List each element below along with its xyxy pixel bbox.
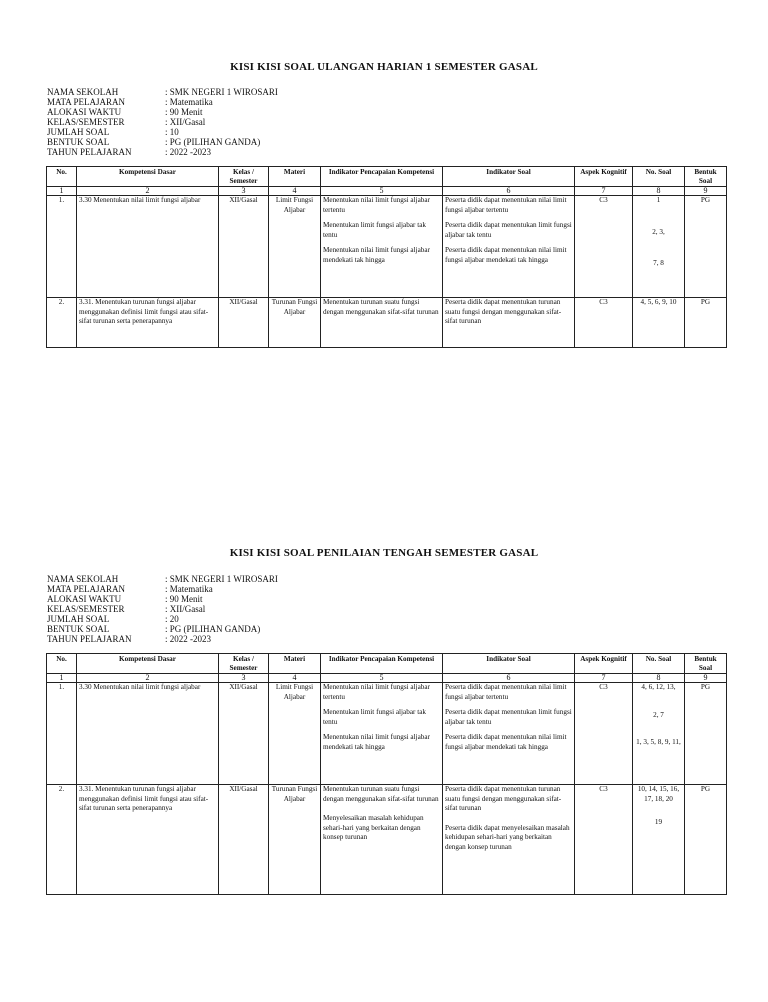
header-cell: Kelas / Semester — [219, 654, 269, 674]
row-number: 1. — [47, 196, 77, 298]
column-number: 9 — [685, 187, 727, 196]
no-soal: 1 — [656, 196, 661, 204]
no-soal-cell — [633, 683, 685, 785]
indikator-soal: Peserta didik dapat menentukan nilai limit fungsi aljabar tertentu — [445, 196, 567, 214]
indikator-soal-cell — [443, 196, 575, 298]
meta-label: BENTUK SOAL — [47, 624, 110, 634]
meta-value: : Matematika — [165, 584, 213, 594]
column-number: 4 — [269, 187, 321, 196]
indikator-soal: Peserta didik dapat menentukan nilai limit fungsi aljabar mendekati tak hingga — [445, 246, 567, 264]
meta-row — [47, 604, 278, 614]
meta-row — [47, 127, 278, 137]
header-cell: Kelas / Semester — [219, 167, 269, 187]
table-row — [47, 683, 727, 785]
indikator-pencapaian-cell — [321, 683, 443, 785]
indikator-pencapaian: Menentukan nilai limit fungsi aljabar mendekati tak hingga — [323, 246, 430, 264]
meta-label: ALOKASI WAKTU — [47, 107, 122, 117]
column-number: 6 — [443, 187, 575, 196]
no-soal: 10, 14, 15, 16, 17, 18, 20 — [637, 785, 680, 803]
indikator-soal: Peserta didik dapat menentukan turunan suatu fungsi dengan menggunakan sifat-sifat turunan — [445, 298, 562, 326]
row-number: 2. — [47, 298, 77, 348]
indikator-soal-cell — [443, 298, 575, 348]
meta-row — [47, 634, 278, 644]
meta-label: NAMA SEKOLAH — [47, 87, 119, 97]
header-cell: No. — [47, 167, 77, 187]
aspek-kognitif: C3 — [575, 196, 633, 298]
indikator-soal-cell — [443, 683, 575, 785]
kompetensi-dasar: 3.31. Menentukan turunan fungsi aljabar menggunakan definisi limit fungsi atau sifat-sifat turunan serta penerapannya — [77, 298, 219, 348]
meta-value: : PG (PILIHAN GANDA) — [165, 624, 261, 634]
kisi-kisi-table — [46, 166, 727, 348]
column-number: 5 — [321, 674, 443, 683]
table-header-row — [47, 654, 727, 674]
indikator-pencapaian: Menentukan limit fungsi aljabar tak tentu — [323, 221, 426, 239]
indikator-soal: Peserta didik dapat menentukan limit fungsi aljabar tak tentu — [445, 221, 572, 239]
table-header-row — [47, 167, 727, 187]
kelas-semester: XII/Gasal — [219, 196, 269, 298]
meta-value: : 90 Menit — [165, 107, 203, 117]
table-row — [47, 785, 727, 895]
kelas-semester: XII/Gasal — [219, 298, 269, 348]
meta-value: : 2022 -2023 — [165, 634, 211, 644]
meta-value: : PG (PILIHAN GANDA) — [165, 137, 261, 147]
meta-row — [47, 584, 278, 594]
meta-value: : 10 — [165, 127, 179, 137]
no-soal-cell — [633, 298, 685, 348]
no-soal: 4, 5, 6, 9, 10 — [640, 298, 677, 306]
meta-row — [47, 117, 278, 127]
materi: Limit Fungsi Aljabar — [269, 196, 321, 298]
meta-row — [47, 574, 278, 584]
meta-value: : XII/Gasal — [165, 117, 206, 127]
aspek-kognitif: C3 — [575, 683, 633, 785]
column-number: 7 — [575, 187, 633, 196]
meta-label: JUMLAH SOAL — [47, 127, 110, 137]
kelas-semester: XII/Gasal — [219, 785, 269, 895]
meta-row — [47, 87, 278, 97]
meta-label: ALOKASI WAKTU — [47, 594, 122, 604]
meta-row — [47, 614, 278, 624]
meta-label: TAHUN PELAJARAN — [47, 634, 132, 644]
table-row — [47, 196, 727, 298]
meta-label: MATA PELAJARAN — [47, 97, 126, 107]
header-cell: No. Soal — [633, 167, 685, 187]
indikator-soal: Peserta didik dapat menyelesaikan masalah kehidupan sehari-hari yang berkaitan dengan konsep turunan — [445, 823, 570, 851]
indikator-soal-cell — [443, 785, 575, 895]
column-number: 8 — [633, 674, 685, 683]
meta-row — [47, 97, 278, 107]
column-number-row — [47, 674, 727, 683]
kompetensi-dasar: 3.30 Menentukan nilai limit fungsi aljabar — [77, 683, 219, 785]
indikator-pencapaian: Menentukan nilai limit fungsi aljabar mendekati tak hingga — [323, 733, 430, 751]
meta-value: : 20 — [165, 614, 179, 624]
aspek-kognitif: C3 — [575, 785, 633, 895]
indikator-soal: Peserta didik dapat menentukan limit fungsi aljabar tak tentu — [445, 708, 572, 726]
column-number: 2 — [77, 674, 219, 683]
header-cell: Bentuk Soal — [685, 654, 727, 674]
indikator-soal: Peserta didik dapat menentukan nilai limit fungsi aljabar mendekati tak hingga — [445, 733, 567, 751]
header-cell: Materi — [269, 167, 321, 187]
column-number: 1 — [47, 674, 77, 683]
document-title: KISI KISI SOAL ULANGAN HARIAN 1 SEMESTER GASAL — [230, 61, 538, 73]
indikator-pencapaian-cell — [321, 298, 443, 348]
header-cell: Aspek Kognitif — [575, 654, 633, 674]
meta-value: : 2022 -2023 — [165, 147, 211, 157]
no-soal-cell — [633, 196, 685, 298]
header-cell: Indikator Pencapaian Kompetensi — [321, 654, 443, 674]
column-number: 3 — [219, 187, 269, 196]
indikator-soal: Peserta didik dapat menentukan turunan suatu fungsi dengan menggunakan sifat-sifat turunan — [445, 785, 562, 813]
materi: Turunan Fungsi Aljabar — [269, 298, 321, 348]
materi: Turunan Fungsi Aljabar — [269, 785, 321, 895]
column-number: 4 — [269, 674, 321, 683]
no-soal: 2, 7 — [653, 710, 664, 719]
header-cell: No. — [47, 654, 77, 674]
indikator-pencapaian-cell — [321, 785, 443, 895]
header-cell: Indikator Soal — [443, 167, 575, 187]
header-cell: Kompetensi Dasar — [77, 654, 219, 674]
no-soal: 1, 3, 5, 8, 9, 11, — [636, 738, 681, 747]
document-title: KISI KISI SOAL PENILAIAN TENGAH SEMESTER GASAL — [229, 547, 539, 559]
column-number: 7 — [575, 674, 633, 683]
column-number-row — [47, 187, 727, 196]
indikator-pencapaian: Menentukan turunan suatu fungsi dengan menggunakan sifat-sifat turunan — [323, 298, 439, 316]
indikator-pencapaian: Menentukan limit fungsi aljabar tak tentu — [323, 708, 426, 726]
kelas-semester: XII/Gasal — [219, 683, 269, 785]
meta-value: : XII/Gasal — [165, 604, 206, 614]
header-cell: Kompetensi Dasar — [77, 167, 219, 187]
indikator-pencapaian: Menentukan nilai limit fungsi aljabar tertentu — [323, 196, 430, 214]
meta-row — [47, 594, 278, 604]
header-cell: Indikator Pencapaian Kompetensi — [321, 167, 443, 187]
aspek-kognitif: C3 — [575, 298, 633, 348]
meta-label: KELAS/SEMESTER — [47, 604, 125, 614]
bentuk-soal: PG — [685, 298, 727, 348]
no-soal: 19 — [654, 818, 663, 827]
row-number: 2. — [47, 785, 77, 895]
bentuk-soal: PG — [685, 785, 727, 895]
meta-value: : 90 Menit — [165, 594, 203, 604]
header-cell: No. Soal — [633, 654, 685, 674]
no-soal: 2, 3, — [652, 227, 665, 236]
bentuk-soal: PG — [685, 683, 727, 785]
meta-label: KELAS/SEMESTER — [47, 117, 125, 127]
meta-row — [47, 137, 278, 147]
column-number: 1 — [47, 187, 77, 196]
column-number: 9 — [685, 674, 727, 683]
indikator-pencapaian: Menyelesaikan masalah kehidupan sehari-hari yang berkaitan dengan konsep turunan — [323, 814, 424, 842]
meta-label: JUMLAH SOAL — [47, 614, 110, 624]
meta-value: : SMK NEGERI 1 WIROSARI — [165, 87, 278, 97]
meta-label: TAHUN PELAJARAN — [47, 147, 132, 157]
header-cell: Bentuk Soal — [685, 167, 727, 187]
meta-block — [47, 87, 278, 157]
meta-label: BENTUK SOAL — [47, 137, 110, 147]
kompetensi-dasar: 3.30 Menentukan nilai limit fungsi aljabar — [77, 196, 219, 298]
indikator-soal: Peserta didik dapat menentukan nilai limit fungsi aljabar tertentu — [445, 683, 567, 701]
header-cell: Indikator Soal — [443, 654, 575, 674]
indikator-pencapaian: Menentukan turunan suatu fungsi dengan menggunakan sifat-sifat turunan — [323, 785, 439, 803]
meta-row — [47, 147, 278, 157]
meta-row — [47, 624, 278, 634]
kisi-kisi-table — [46, 653, 727, 895]
no-soal: 4, 6, 12, 13, — [641, 683, 676, 691]
no-soal-cell — [633, 785, 685, 895]
meta-label: MATA PELAJARAN — [47, 584, 126, 594]
indikator-pencapaian: Menentukan nilai limit fungsi aljabar tertentu — [323, 683, 430, 701]
column-number: 3 — [219, 674, 269, 683]
no-soal: 7, 8 — [653, 259, 664, 268]
column-number: 8 — [633, 187, 685, 196]
meta-value: : SMK NEGERI 1 WIROSARI — [165, 574, 278, 584]
header-cell: Materi — [269, 654, 321, 674]
meta-value: : Matematika — [165, 97, 213, 107]
header-cell: Aspek Kognitif — [575, 167, 633, 187]
kompetensi-dasar: 3.31. Menentukan turunan fungsi aljabar menggunakan definisi limit fungsi atau sifat-sifat turunan serta penerapannya — [77, 785, 219, 895]
meta-row — [47, 107, 278, 117]
meta-label: NAMA SEKOLAH — [47, 574, 119, 584]
indikator-pencapaian-cell — [321, 196, 443, 298]
row-number: 1. — [47, 683, 77, 785]
column-number: 2 — [77, 187, 219, 196]
materi: Limit Fungsi Aljabar — [269, 683, 321, 785]
meta-block — [47, 574, 278, 644]
column-number: 6 — [443, 674, 575, 683]
bentuk-soal: PG — [685, 196, 727, 298]
table-row — [47, 298, 727, 348]
column-number: 5 — [321, 187, 443, 196]
